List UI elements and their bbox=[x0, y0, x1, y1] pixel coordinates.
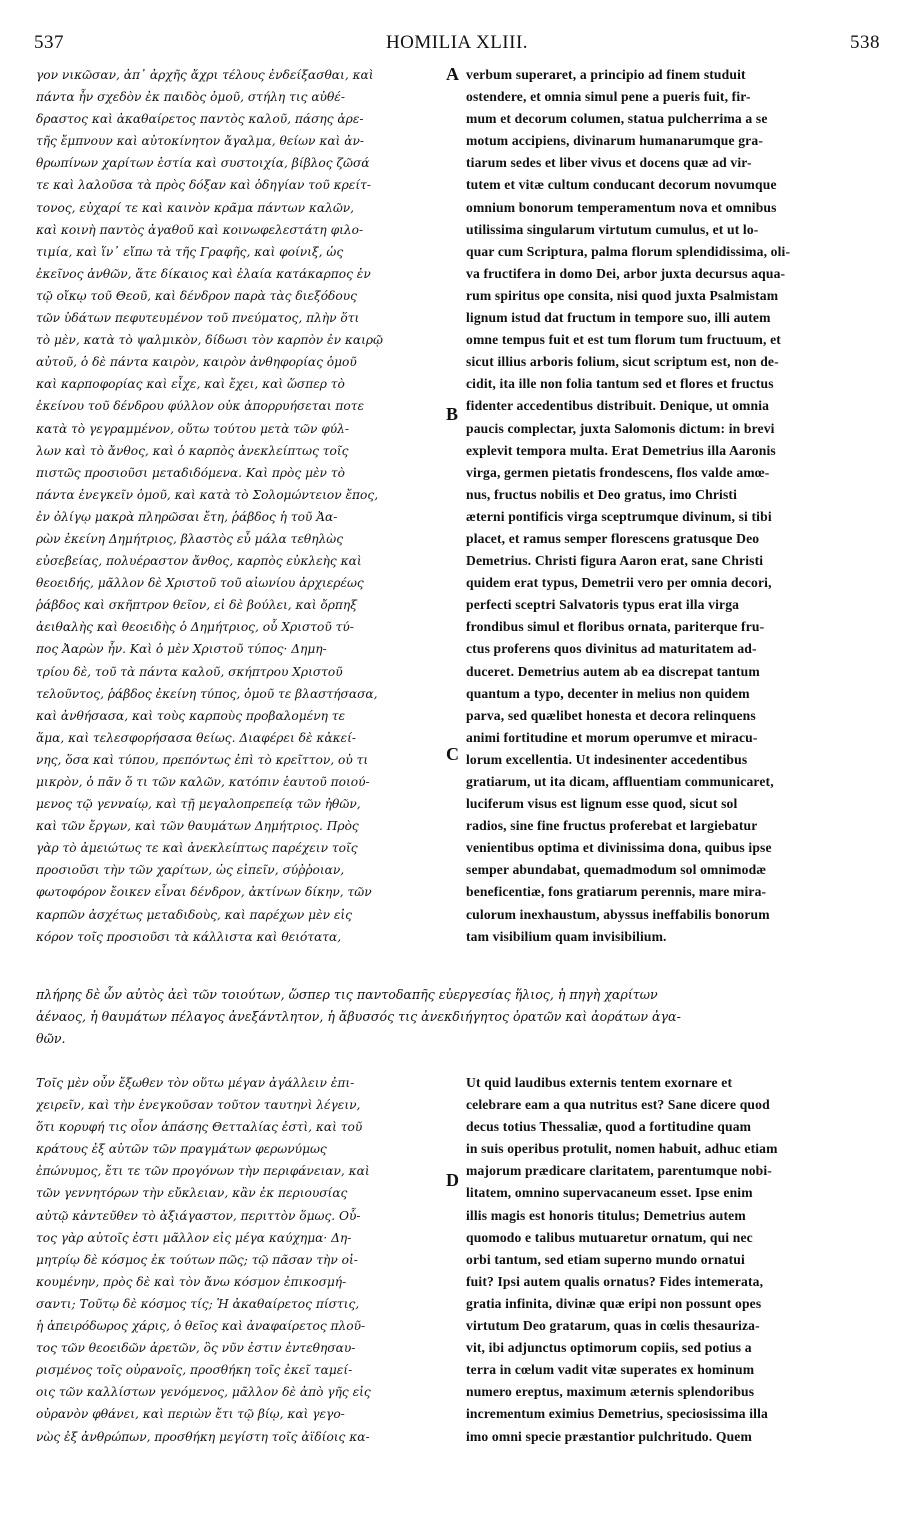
greek-text-line: προσιοῦσι τὴν τῶν χαρίτων, ὡς εἰπεῖν, σύῤῥοιαν, bbox=[36, 863, 345, 878]
latin-text-line: decus totius Thessaliæ, quod a fortitudine quam bbox=[466, 1119, 752, 1135]
greek-text-line: θεοειδής, μᾶλλον δὲ Χριστοῦ τοῦ αἰωνίου ἀρχιερέως bbox=[36, 576, 364, 591]
greek-text-line: καὶ κοινὴ παντὸς ἀγαθοῦ καὶ κοινωφελεστάτη φιλο- bbox=[36, 222, 364, 237]
latin-text-line: æterni pontificis virga sceptrumque divinum, si tibi bbox=[466, 508, 772, 524]
latin-text-line: tutem et vitæ cultum conducant decorum novumque bbox=[466, 177, 777, 193]
latin-text-line: numero ereptus, maximum æternis splendoribus bbox=[466, 1384, 755, 1400]
latin-text-line: incrementum eximius Demetrius, speciosissima illa bbox=[466, 1406, 768, 1422]
greek-text-line: ἀειθαλὴς καὶ θεοειδὴς ὁ Δημήτριος, οὗ Χριστοῦ τύ- bbox=[36, 620, 354, 635]
greek-text-line: θρωπίνων χαρίτων ἑστία καὶ συστοιχία, βίβλος ζῶσά bbox=[36, 156, 370, 171]
latin-text-line: imo omni specie præstantior pulchritudo. Quem bbox=[466, 1428, 752, 1444]
greek-text-line: καὶ ἀνθήσασα, καὶ τοὺς καρποὺς προβαλομένη τε bbox=[36, 708, 346, 723]
latin-text-line: orbi tantum, sed etiam superno mundo ornatui bbox=[466, 1251, 745, 1267]
latin-text-line: Demetrius. Christi figura Aaron erat, sane Christi bbox=[466, 553, 764, 569]
greek-text-line: τῶν γεννητόρων τὴν εὔκλειαν, κἂν ἐκ περιουσίας bbox=[36, 1186, 348, 1201]
latin-text-line: celebrare eam a qua nutritus est? Sane dicere quod bbox=[466, 1097, 770, 1113]
latin-text-line: tam visibilium quam invisibilium. bbox=[466, 928, 667, 944]
greek-text-line: φωτοφόρον ἔοικεν εἶναι δένδρον, ἀκτίνων δίκην, τῶν bbox=[36, 885, 372, 900]
greek-text-line: πιστῶς προσιοῦσι μεταδιδόμενα. Καὶ πρὸς μὲν τὸ bbox=[36, 465, 345, 480]
greek-text-line: ἐκεῖνος ἀνθῶν, ἅτε δίκαιος καὶ ἐλαία κατάκαρπος ἐν bbox=[36, 266, 371, 281]
latin-text-line: culorum inexhaustum, abyssus ineffabilis bonorum bbox=[466, 906, 770, 922]
greek-text-line: κράτους ἐξ αὐτῶν τῶν πραγμάτων φερωνύμως bbox=[36, 1142, 327, 1157]
latin-text-line: terra in cœlum vadit vitæ superates ex hominum bbox=[466, 1362, 755, 1378]
latin-text-line: parva, sed quælibet honesta et decora relinquens bbox=[466, 707, 756, 723]
latin-text-line: fidenter accedentibus distribuit. Denique, ut omnia bbox=[466, 398, 770, 414]
greek-text-line: κουμένην, πρὸς δὲ καὶ τὸν ἄνω κόσμον ἐπικοσμή- bbox=[36, 1274, 347, 1289]
latin-text-line: frondibus simul et floribus ornata, pariterque fru- bbox=[466, 619, 765, 635]
page-number-right: 538 bbox=[850, 32, 880, 53]
latin-text-line: litatem, omnino supervacaneum esset. Ipse enim bbox=[466, 1185, 753, 1201]
latin-text-line: virga, germen pietatis frondescens, flos valde amœ- bbox=[466, 464, 770, 480]
latin-text-line: mum et decorum columen, statua pulcherrima a se bbox=[466, 111, 768, 127]
greek-text-line: γον νικῶσαν, ἀπ᾽ ἀρχῆς ἄχρι τέλους ἐνδείξασθαι, καὶ bbox=[36, 68, 374, 82]
latin-text-line: venientibus optima et divinissima dona, quibus ipse bbox=[466, 840, 772, 856]
greek-text-line: τὸ μὲν, κατὰ τὸ ψαλμικὸν, δίδωσι τὸν καρπὸν ἐν καιρῷ bbox=[36, 333, 383, 348]
greek-text-line: πος Ἀαρὼν ἦν. Καὶ ὁ μὲν Χριστοῦ τύπος· Δημη- bbox=[36, 642, 327, 657]
greek-text-line: αὐτῷ κἀντεῦθεν τὸ ἀξιάγαστον, περιττὸν ὅμως. Οὗ- bbox=[36, 1208, 361, 1223]
latin-text-line: beneficentiæ, fons gratiarum perennis, mare mira- bbox=[466, 884, 767, 900]
greek-text-line: τῶν ὑδάτων πεφυτευμένον τοῦ πνεύματος, πλὴν ὅτι bbox=[36, 311, 360, 326]
latin-text-line: placet, et ramus semper florescens gratusque Deo bbox=[466, 530, 760, 546]
greek-text-line: μητρίῳ δὲ κόσμος ἐκ τούτων πῶς; τῷ πᾶσαν τὴν οἰ- bbox=[36, 1252, 358, 1267]
greek-text-line: τρίου δὲ, τοῦ τὰ πάντα καλοῦ, σκήπτρου Χριστοῦ bbox=[36, 664, 343, 679]
greek-text-line: σαντι; Τοῦτῳ δὲ κόσμος τίς; Ἡ ἀκαθαίρετος πίστις, bbox=[36, 1296, 360, 1311]
latin-text-line: gratiarum, ut ita dicam, affluentiam communicaret, bbox=[466, 774, 774, 789]
greek-text-line: μικρὸν, ὁ πᾶν ὅ τι τῶν καλῶν, κατόπιν ἑαυτοῦ ποιού- bbox=[36, 775, 370, 789]
greek-text-line: ἐκείνου τοῦ δένδρου φύλλον οὐκ ἀπορρυήσεται ποτε bbox=[36, 399, 365, 414]
greek-text-line: οὐρανὸν φθάνει, καὶ περιὼν ἔτι τῷ βίῳ, καὶ γεγο- bbox=[36, 1407, 345, 1422]
latin-text-line: motum accipiens, divinarum humanarumque gra- bbox=[466, 133, 763, 149]
latin-text-line: perfecti sceptri Salvatoris typus erat illa virga bbox=[466, 597, 740, 613]
greek-text-line: τῷ οἴκῳ τοῦ Θεοῦ, καὶ δένδρον παρὰ τὰς διεξόδους bbox=[36, 288, 357, 303]
greek-text-line: τῆς ἔμπνουν καὶ αὐτοκίνητον ἄγαλμα, θείων καὶ ἀν- bbox=[36, 134, 364, 149]
latin-text-line: tiarum sedes et liber vivus et docens quæ ad vir- bbox=[466, 155, 752, 171]
latin-text-line: vit, ibi adjunctus optimorum copiis, sed potius a bbox=[466, 1340, 752, 1356]
greek-text-line: ῥάβδος καὶ σκῆπτρον θεῖον, εἰ δὲ βούλει, καὶ ὄρπηξ bbox=[36, 598, 357, 613]
greek-text-line: ρισμένος τοῖς οὐρανοῖς, προσθήκη τοῖς ἐκεῖ ταμεί- bbox=[36, 1363, 353, 1378]
latin-text-line: fuit? Ipsi autem qualis ornatus? Fides intemerata, bbox=[466, 1273, 764, 1289]
section-marker-c: C bbox=[446, 744, 459, 764]
latin-text-line: utilissima singularum virtutum cumulus, et ut lo- bbox=[466, 221, 759, 237]
greek-text-line: τος τῶν θεοειδῶν ἀρετῶν, ὃς νῦν ἐστιν ἐντεθησαυ- bbox=[36, 1341, 356, 1356]
latin-text-line: duceret. Demetrius autem ab ea discrepat tantum bbox=[466, 663, 760, 679]
latin-text-line: omnium bonorum temperamentum nova et omnibus bbox=[466, 199, 777, 215]
latin-text-line: radios, sine fine fructus proferebat et largiebatur bbox=[466, 818, 758, 834]
greek-text-line: ἡ ἀπειρόδωρος χάρις, ὁ θεῖος καὶ ἀναφαίρετος πλοῦ- bbox=[36, 1319, 366, 1334]
latin-text-line: in suis operibus protulit, nomen habuit, adhuc etiam bbox=[466, 1141, 778, 1157]
greek-text-line: ἀέναος, ἡ θαυμάτων πέλαγος ἀνεξάντλητον, ἡ ἄβυσσός τις ἀνεκδιήγητος ὁρατῶν καὶ ἀοράτων ἀγα- bbox=[36, 1009, 681, 1025]
greek-text-line: πάντα ἐνεγκεῖν ὁμοῦ, καὶ κατὰ τὸ Σολομώντειον ἔπος, bbox=[36, 487, 379, 502]
greek-text-line: τιμία, καὶ ἵν᾽ εἴπω τὰ τῆς Γραφῆς, καὶ φοίνιξ, ὡς bbox=[36, 244, 344, 259]
greek-column-section-2 bbox=[36, 1072, 460, 1512]
latin-text-line: ostendere, et omnia simul pene a pueris fuit, fir- bbox=[466, 89, 751, 105]
latin-column-section-1 bbox=[466, 64, 880, 984]
greek-text-line: τονος, εὐχαρί τε καὶ καινὸν κρᾶμα πάντων καλῶν, bbox=[36, 200, 355, 215]
running-title: HOMILIA XLIII. bbox=[385, 32, 529, 53]
greek-text-line: γὰρ τὸ ἀμειώτως τε καὶ ἀνεκλείπτως παρέχειν τοῖς bbox=[36, 841, 358, 856]
latin-text-line: lignum istud dat fructum in tempore suo, illi autem bbox=[466, 310, 771, 326]
running-header bbox=[34, 32, 880, 54]
greek-text-line: ἅμα, καὶ τελεσφορήσασα θείως. Διαφέρει δὲ κἀκεί- bbox=[36, 730, 356, 745]
latin-column-section-2 bbox=[466, 1072, 880, 1512]
latin-text-line: va fructifera in domo Dei, arbor juxta decursus aqua- bbox=[466, 265, 786, 281]
greek-full-width-passage bbox=[36, 984, 876, 1050]
latin-text-line: verbum superaret, a principio ad finem studuit bbox=[466, 67, 746, 82]
latin-text-line: quar cum Scriptura, palma florum splendidissima, oli- bbox=[466, 243, 791, 259]
greek-text-line: καρπῶν ἀσχέτως μεταδιδοὺς, καὶ παρέχων μὲν εἰς bbox=[36, 907, 352, 922]
latin-text-line: omne tempus fuit et est tum florum tum fructuum, et bbox=[466, 332, 781, 348]
greek-text-line: νὼς ἐξ ἀνθρώπων, προσθήκη μεγίστη τοῖς ἀϊδίοις κα- bbox=[36, 1429, 370, 1444]
section-marker-b: B bbox=[446, 404, 459, 424]
greek-text-line: Τοῖς μὲν οὖν ἔξωθεν τὸν οὕτω μέγαν ἀγάλλειν ἐπι- bbox=[36, 1076, 355, 1090]
greek-text-line: τος γὰρ αὐτοῖς ἐστι μᾶλλον εἰς μέγα καύχημα· Δη- bbox=[36, 1230, 352, 1245]
greek-text-line: μενος τῷ γενναίῳ, καὶ τῇ μεγαλοπρεπείᾳ τῶν ἠθῶν, bbox=[36, 797, 361, 812]
greek-text-line: ρὼν ἐκείνη Δημήτριος, βλαστὸς εὖ μάλα τεθηλὼς bbox=[36, 531, 344, 546]
greek-text-line: θῶν. bbox=[36, 1031, 66, 1047]
latin-text-line: cidit, ita ille non folia tantum sed et flores et fructus bbox=[466, 376, 774, 392]
latin-text-line: gratia infinita, divinæ quæ eripi non possunt opes bbox=[466, 1295, 762, 1311]
greek-column-section-1 bbox=[36, 64, 460, 984]
page-number-left: 537 bbox=[34, 32, 64, 53]
greek-text-line: εὐσεβείας, πολυέραστον ἄνθος, καρπὸς εὐκλεὴς καὶ bbox=[36, 554, 362, 569]
greek-text-line: χειρεῖν, καὶ τὴν ἐνεγκοῦσαν τοῦτον ταυτηνὶ λέγειν, bbox=[36, 1098, 361, 1113]
latin-text-line: rum spiritus ope consita, nisi quod juxta Psalmistam bbox=[466, 287, 779, 303]
greek-text-line: κατὰ τὸ γεγραμμένον, οὕτω τούτου μετὰ τῶν φύλ- bbox=[36, 421, 350, 436]
section-marker-d: D bbox=[446, 1170, 459, 1190]
greek-text-line: νης, ὅσα καὶ τύπου, πρεπόντως ἐπὶ τὸ κρεῖττον, οὐ τι bbox=[36, 752, 369, 767]
latin-text-line: majorum prædicare claritatem, parentumque nobi- bbox=[466, 1163, 772, 1179]
latin-text-line: Ut quid laudibus externis tentem exornare et bbox=[466, 1075, 733, 1090]
greek-text-line: καὶ τῶν ἔργων, καὶ τῶν θαυμάτων Δημήτριος. Πρὸς bbox=[36, 819, 359, 834]
latin-text-line: sicut illius arboris folium, sicut scriptum est, non de- bbox=[466, 354, 779, 370]
greek-text-line: λων καὶ τὸ ἄνθος, καὶ ὁ καρπὸς ἀνεκλείπτως τοῖς bbox=[36, 443, 349, 458]
greek-text-line: ὅτι κορυφή τις οἷον ἁπάσης Θετταλίας ἐστὶ, καὶ τοῦ bbox=[36, 1120, 363, 1135]
latin-text-line: paucis complectar, juxta Salomonis dictum: in brevi bbox=[466, 420, 775, 436]
greek-text-line: τελοῦντος, ῥάβδος ἐκείνη τύπος, ὁμοῦ τε βλαστήσασα, bbox=[36, 686, 378, 701]
greek-text-line: ἐπώνυμος, ἔτι τε τῶν προγόνων τὴν περιφάνειαν, καὶ bbox=[36, 1164, 370, 1179]
latin-text-line: luciferum visus est lignum esse quod, sicut sol bbox=[466, 796, 738, 812]
latin-text-line: quomodo e talibus mutuaretur ornatum, qui nec bbox=[466, 1229, 753, 1245]
latin-text-line: virtutum Deo gratarum, quas in cœlis thesauriza- bbox=[466, 1318, 760, 1334]
latin-text-line: animi fortitudine et morum operumve et miracu- bbox=[466, 729, 758, 745]
latin-text-line: semper abundabat, quemadmodum sol omnimodæ bbox=[466, 862, 767, 878]
greek-text-line: οις τῶν καλλίστων γενόμενος, μᾶλλον δὲ ἀπὸ γῆς εἰς bbox=[36, 1385, 371, 1400]
greek-text-line: καὶ καρποφορίας καὶ εἶχε, καὶ ἔχει, καὶ ὥσπερ τὸ bbox=[36, 377, 345, 392]
greek-text-line: τε καὶ λαλοῦσα τὰ πρὸς δόξαν καὶ ὁδηγίαν τοῦ κρείτ- bbox=[36, 178, 371, 193]
latin-text-line: illis magis est honoris titulus; Demetrius autem bbox=[466, 1207, 746, 1223]
latin-text-line: lorum excellentia. Ut indesinenter accedentibus bbox=[466, 751, 748, 767]
latin-text-line: explevit tempora multa. Erat Demetrius illa Aaronis bbox=[466, 442, 776, 458]
greek-text-line: πάντα ἦν σχεδὸν ἐκ παιδὸς ὁμοῦ, στήλη τις αὐθέ- bbox=[36, 90, 345, 105]
greek-text-line: αὐτοῦ, ὁ δὲ πάντα καιρὸν, καιρὸν ἀνθηφορίας ὁμοῦ bbox=[36, 355, 357, 370]
greek-text-line: πλήρης δὲ ὧν αὐτὸς ἀεὶ τῶν τοιούτων, ὥσπερ τις παντοδαπῆς εὐεργεσίας ἥλιος, ἡ πηγὴ χαρίτων bbox=[36, 987, 658, 1002]
greek-text-line: κόρον τοῖς προσιοῦσι τὰ κάλλιστα καὶ θειότατα, bbox=[36, 929, 342, 944]
latin-text-line: quantum a typo, decenter in melius non quidem bbox=[466, 685, 750, 701]
greek-text-line: δραστος καὶ ἀκαθαίρετος παντὸς καλοῦ, πάσης ἀρε- bbox=[36, 112, 364, 127]
latin-text-line: ctus proferens quos divinitus ad maturitatem ad- bbox=[466, 641, 757, 657]
section-marker-a: A bbox=[446, 64, 459, 84]
greek-text-line: ἐν ὀλίγῳ μακρὰ πληρῶσαι ἔτη, ῥάβδος ἡ τοῦ Ἀα- bbox=[36, 509, 338, 524]
latin-text-line: quidem erat typus, Demetrii vero per omnia decori, bbox=[466, 575, 772, 591]
latin-text-line: nus, fructus nobilis et Deo gratus, imo Christi bbox=[466, 486, 738, 502]
